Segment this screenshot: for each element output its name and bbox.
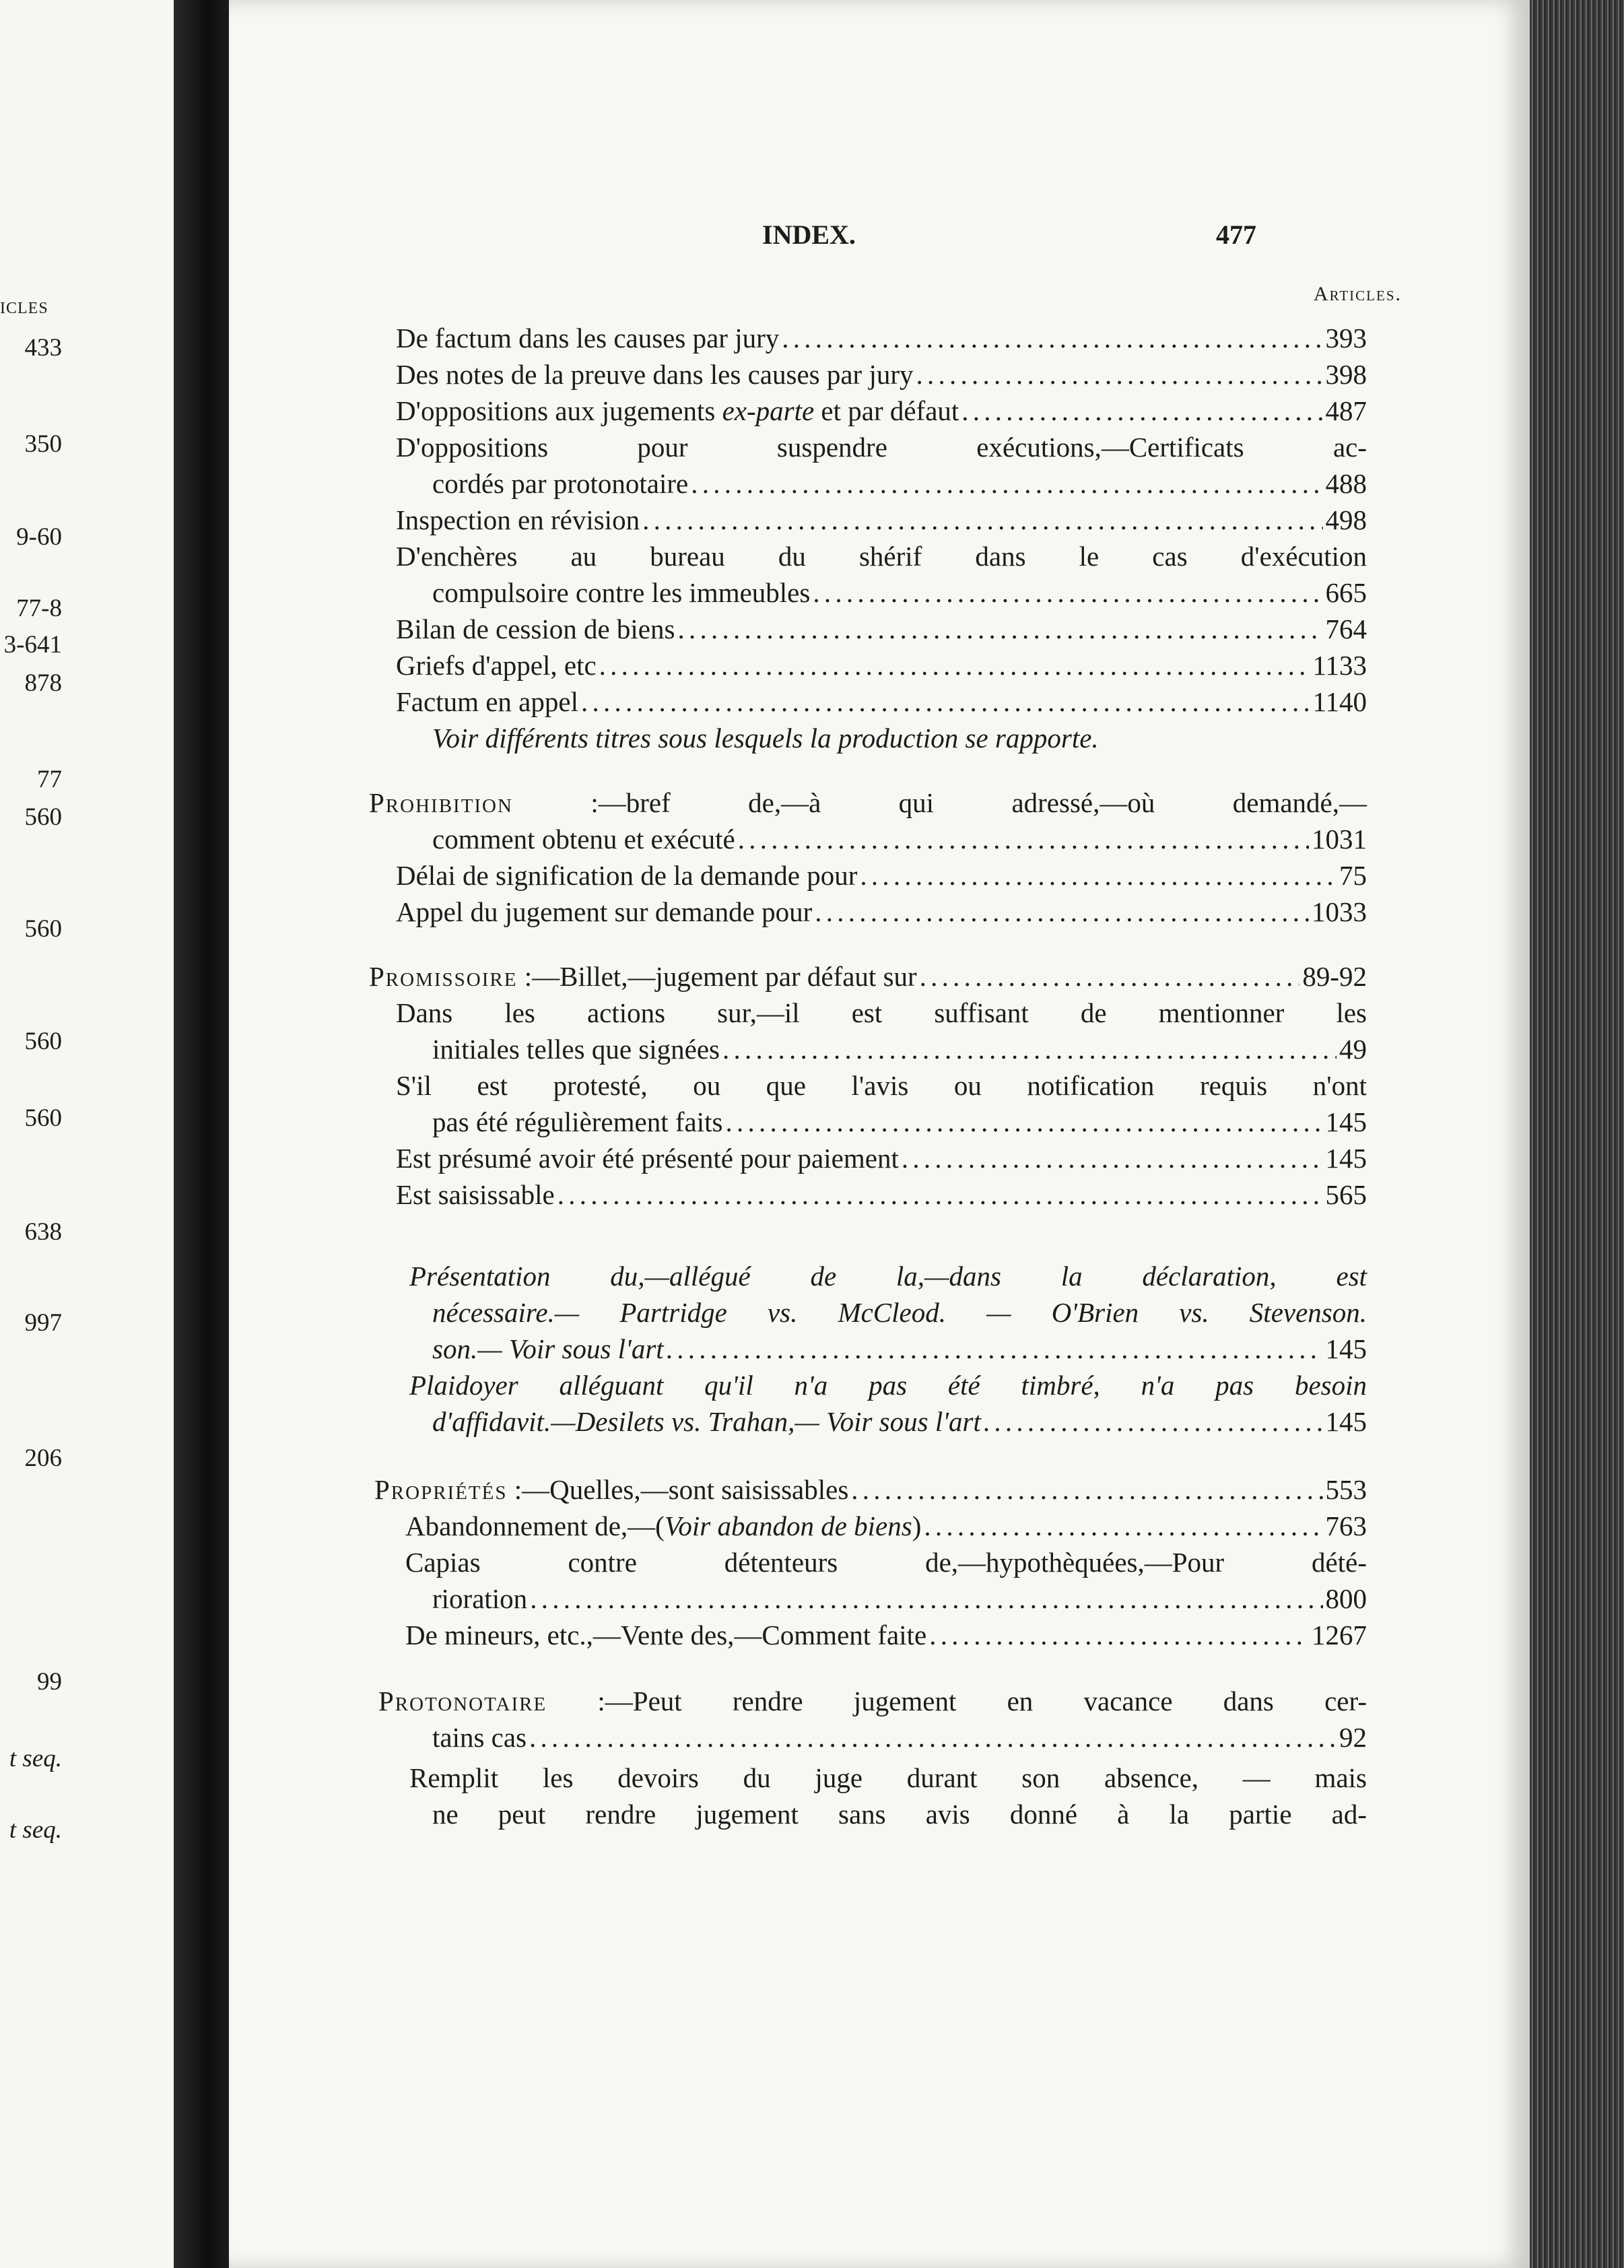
index-entry: cordés par protonotaire . . . 488: [432, 465, 1367, 502]
index-entry: Factum en appel . . . 1140: [396, 683, 1367, 720]
index-entry-text: D'oppositions pour suspendre exécutions,—Certificats ac-: [396, 432, 1367, 463]
case-note-text: Plaidoyer alléguant qu'il n'a pas été timbré, n'a pas besoin: [409, 1370, 1367, 1401]
index-entry: D'oppositions aux jugements ex-parte et par défaut . . . 487: [396, 393, 1367, 429]
index-entry: Inspection en révision . . . 498: [396, 502, 1367, 538]
index-entry: Appel du jugement sur demande pour . . . 1033: [396, 894, 1367, 930]
left-number: 997: [24, 1309, 62, 1337]
left-number: 350: [24, 430, 62, 458]
index-heading-proprietes: Propriétés :—Quelles,—sont saisissables . . . 553: [374, 1471, 1367, 1508]
left-column-header: ICLES: [0, 300, 48, 317]
case-note-entry: d'affidavit.—Desilets vs. Trahan,— Voir sous l'art . . . 145: [432, 1403, 1367, 1440]
index-entry: Griefs d'appel, etc . . . 1133: [396, 647, 1367, 683]
index-entry: Des notes de la preuve dans les causes par jury . . . 398: [396, 356, 1367, 393]
left-number: 560: [24, 1104, 62, 1132]
left-number: t seq.: [9, 1816, 62, 1844]
index-entry-text: Remplit les devoirs du juge durant son absence, — mais: [409, 1762, 1367, 1793]
index-entry-text: D'enchères au bureau du shérif dans le cas d'exécution: [396, 541, 1367, 572]
left-number: 9-60: [16, 523, 62, 551]
left-number: 560: [24, 915, 62, 943]
left-number: t seq.: [9, 1745, 62, 1772]
left-page-margin: [0, 0, 174, 2268]
index-entry: Bilan de cession de biens . . . 764: [396, 611, 1367, 647]
index-entry-text: S'il est protesté, ou que l'avis ou notification requis n'ont: [396, 1070, 1367, 1101]
index-entry: tains cas . . . 92: [432, 1719, 1367, 1756]
case-note-text: nécessaire.— Partridge vs. McCleod. — O'Brien vs. Stevenson.: [432, 1297, 1367, 1328]
left-number: 433: [24, 334, 62, 362]
index-heading-protonotaire: Protonotaire :—Peut rendre jugement en vacance dans cer-: [378, 1686, 1367, 1716]
articles-column-label: Articles.: [1313, 283, 1402, 305]
index-entry: Est saisissable . . . 565: [396, 1176, 1367, 1213]
case-note-text: Présentation du,—allégué de la,—dans la déclaration, est: [409, 1261, 1367, 1292]
index-entry: Est présumé avoir été présenté pour paiement . . . 145: [396, 1140, 1367, 1176]
left-number: 560: [24, 803, 62, 831]
left-number: 560: [24, 1028, 62, 1055]
left-number: 77: [37, 766, 62, 793]
index-entry: pas été régulièrement faits . . . 145: [432, 1104, 1367, 1140]
left-number: 77-8: [16, 595, 62, 622]
index-entry: Délai de signification de la demande pour . . . 75: [396, 857, 1367, 894]
running-head-title: INDEX.: [762, 220, 856, 250]
left-number: 638: [24, 1218, 62, 1246]
left-number: 99: [37, 1668, 62, 1696]
page-number: 477: [1216, 220, 1256, 250]
index-entry: comment obtenu et exécuté . . . 1031: [432, 821, 1367, 857]
index-heading-promissoire: Promissoire :—Billet,—jugement par défaut sur . . . 89-92: [369, 958, 1367, 995]
index-heading-prohibition: Prohibition :—bref de,—à qui adressé,—où demandé,—: [369, 787, 1367, 818]
index-entry-text: Dans les actions sur,—il est suffisant de mentionner les: [396, 997, 1367, 1028]
index-entry-text: ne peut rendre jugement sans avis donné à la partie ad-: [432, 1799, 1367, 1830]
index-entry: De mineurs, etc.,—Vente des,—Comment faite . . . 1267: [405, 1617, 1367, 1653]
index-entry: initiales telles que signées . . . 49: [432, 1031, 1367, 1067]
index-entry: De factum dans les causes par jury . . . 393: [396, 320, 1367, 356]
index-page: [229, 0, 1530, 2268]
left-number: 206: [24, 1444, 62, 1472]
book-gutter: [174, 0, 229, 2268]
left-number: 878: [24, 669, 62, 697]
case-note-entry: son.— Voir sous l'art . . . 145: [432, 1331, 1367, 1367]
index-entry: Abandonnement de,—(Voir abandon de biens) . . . 763: [405, 1508, 1367, 1544]
page-edges: [1530, 0, 1624, 2268]
index-entry: rioration . . . 800: [432, 1580, 1367, 1617]
index-entry-text: Capias contre détenteurs de,—hypothèquées,—Pour dété-: [405, 1547, 1367, 1578]
cross-reference-note: Voir différents titres sous lesquels la production se rapporte.: [432, 723, 1099, 754]
left-number: 3-641: [3, 631, 62, 659]
index-entry: compulsoire contre les immeubles . . . 665: [432, 574, 1367, 611]
